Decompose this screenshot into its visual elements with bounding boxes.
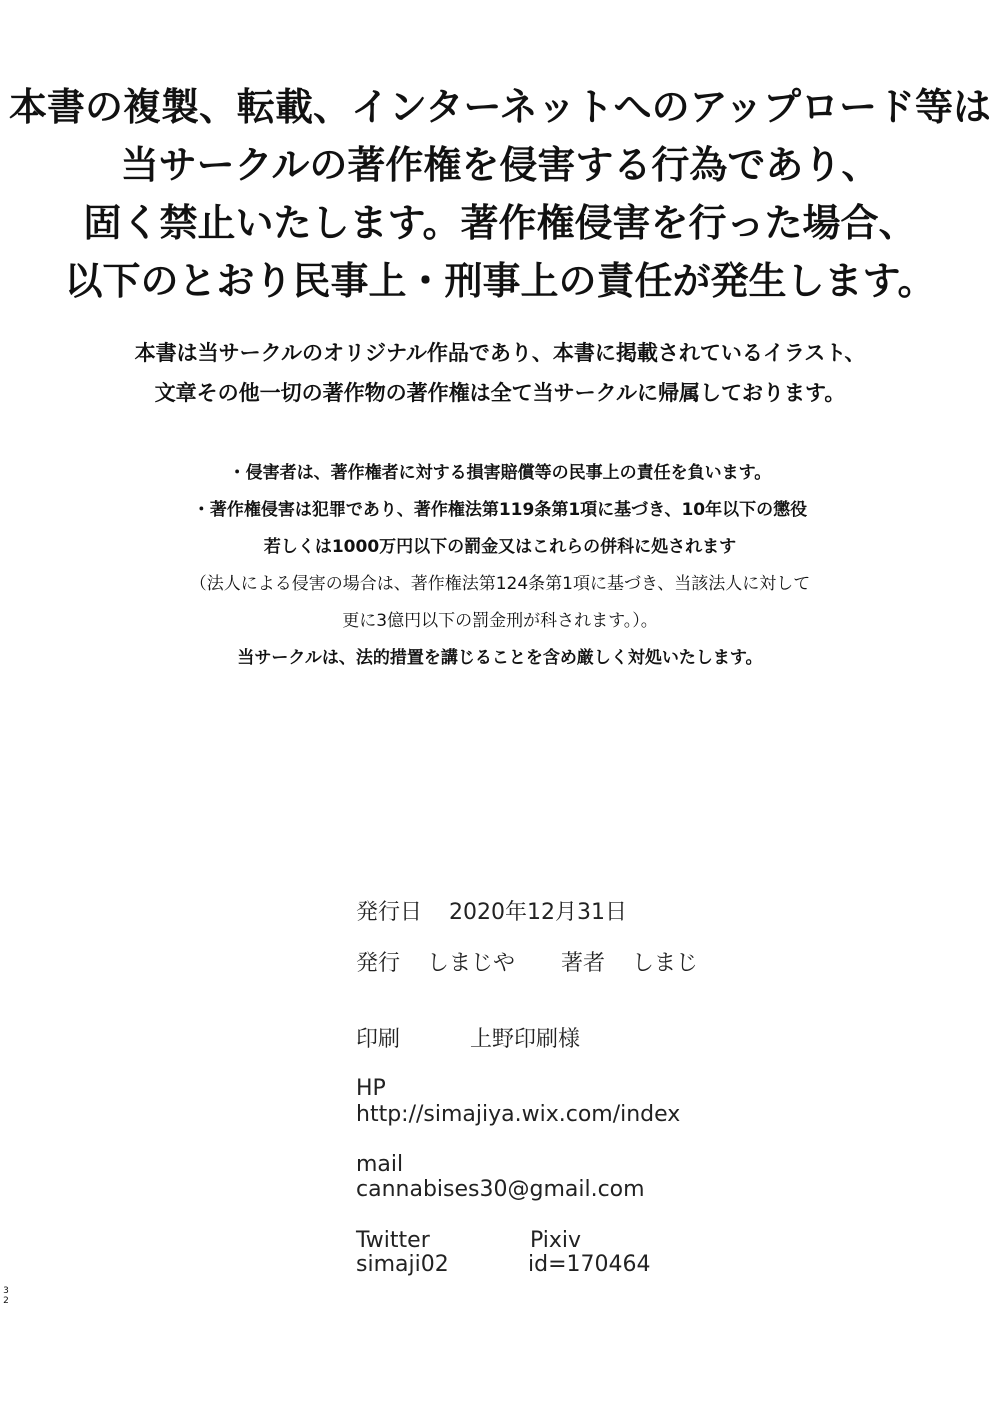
author-value: しまじ	[632, 951, 699, 976]
mail-label: mail	[356, 1152, 404, 1177]
mail-address: cannabises30@gmail.com	[356, 1177, 645, 1202]
page-number-digit-2: 2	[3, 1296, 9, 1306]
warning-line-3: 固く禁止いたします。著作権侵害を行った場合、	[83, 201, 917, 245]
hp-url: http://simajiya.wix.com/index	[356, 1102, 681, 1127]
hp-label: HP	[356, 1076, 386, 1101]
ownership-line-2: 文章その他一切の著作物の著作権は全て当サークルに帰属しております。	[154, 381, 846, 405]
warning-line-2: 当サークルの著作権を侵害する行為であり、	[120, 143, 880, 187]
twitter-handle: simaji02	[356, 1252, 449, 1277]
page-number	[2, 1286, 10, 1306]
author-label: 著者	[561, 951, 606, 976]
printer-label: 印刷	[356, 1027, 401, 1052]
note-legal-action: 当サークルは、法的措置を講じることを含め厳しく対処いたします。	[237, 648, 763, 668]
publisher-value: しまじや	[427, 951, 516, 976]
ownership-line-1: 本書は当サークルのオリジナル作品であり、本書に掲載されているイラスト、	[134, 341, 866, 365]
pixiv-id: id=170464	[528, 1252, 651, 1277]
note-penalty: 若しくは1000万円以下の罰金又はこれらの併科に処されます	[263, 537, 737, 557]
note-criminal-liability: ・著作権侵害は犯罪であり、著作権法第119条第1項に基づき、10年以下の懲役	[192, 500, 808, 520]
date-value: 2020年12月31日	[449, 900, 627, 925]
twitter-label: Twitter	[356, 1228, 430, 1253]
note-corporate-2: 更に3億円以下の罰金刑が科されます。）。	[342, 611, 658, 631]
pixiv-label: Pixiv	[530, 1228, 582, 1253]
warning-line-1: 本書の複製、転載、インターネットへのアップロード等は	[9, 85, 991, 129]
publisher-label: 発行	[356, 951, 401, 976]
note-corporate-1: （法人による侵害の場合は、著作権法第124条第1項に基づき、当該法人に対して	[189, 574, 811, 594]
page-number-digit-1: 3	[3, 1286, 9, 1296]
printer-value: 上野印刷様	[470, 1027, 581, 1052]
note-civil-liability: ・侵害者は、著作権者に対する損害賠償等の民事上の責任を負います。	[228, 463, 772, 483]
copyright-warning	[0, 78, 1000, 310]
legal-notes	[0, 455, 1000, 677]
ownership-statement	[0, 333, 1000, 413]
warning-line-4: 以下のとおり民事上・刑事上の責任が発生します。	[64, 259, 936, 303]
date-label: 発行日	[356, 900, 423, 925]
